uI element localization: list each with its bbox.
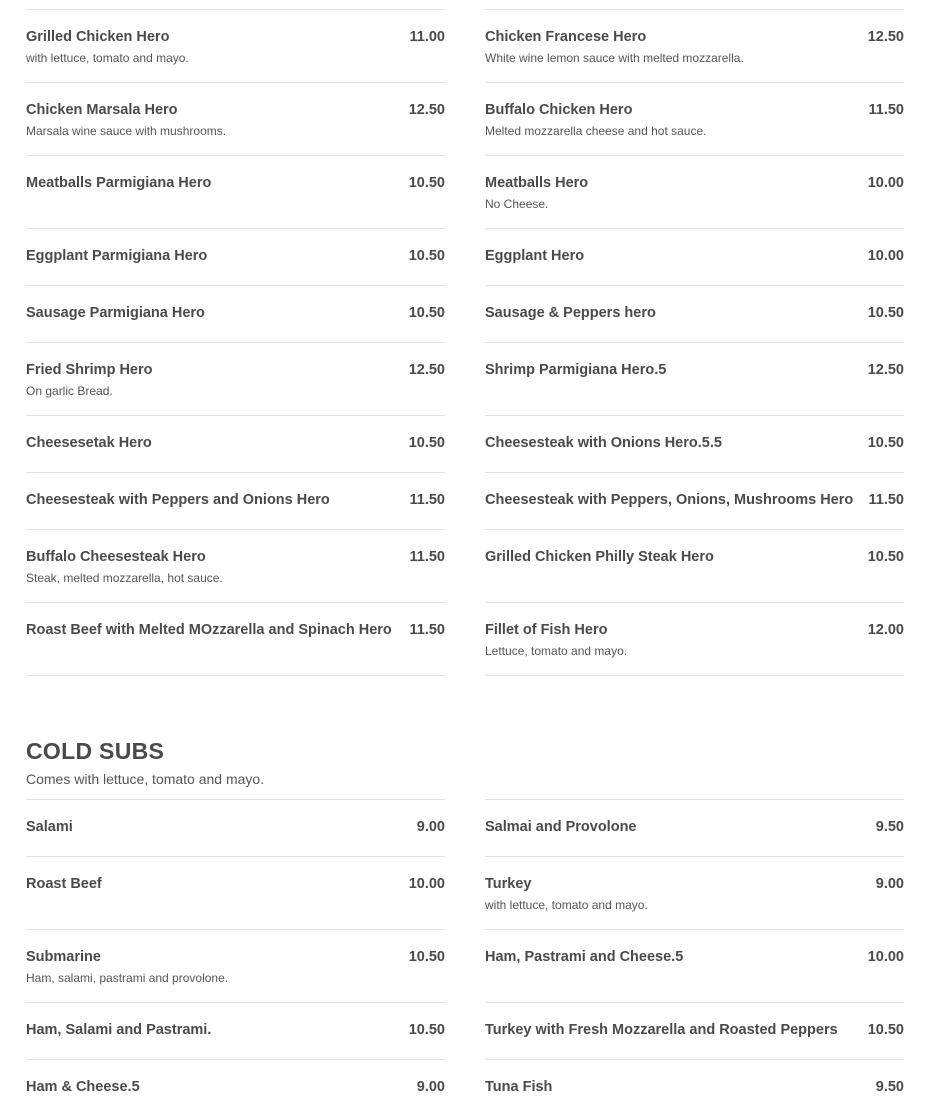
menu-item-header — [26, 949, 445, 966]
menu-item[interactable] — [26, 9, 445, 82]
menu-item[interactable] — [26, 155, 445, 228]
menu-item-price: 11.50 — [409, 549, 445, 565]
menu-item-header — [485, 305, 904, 322]
menu-item[interactable] — [26, 929, 445, 1002]
menu-item[interactable] — [485, 799, 904, 856]
menu-item-description: Marsala wine sauce with mushrooms. — [26, 124, 227, 138]
menu-item-name: Ham & Cheese.5 — [26, 1079, 140, 1095]
menu-item-price: 10.50 — [867, 549, 904, 565]
menu-item-name: Roast Beef with Melted MOzzarella and Spinach Hero — [26, 622, 392, 638]
menu-item-name: Salmai and Provolone — [485, 819, 637, 835]
menu-item-name: Ham, Pastrami and Cheese.5 — [485, 949, 684, 965]
menu-item[interactable] — [26, 415, 445, 472]
menu-item-price: 12.50 — [408, 102, 445, 118]
menu-item[interactable] — [485, 602, 904, 675]
divider — [485, 675, 904, 676]
menu-item-header — [485, 949, 904, 966]
menu-item-price: 10.50 — [408, 175, 445, 191]
menu-item-header — [485, 362, 904, 379]
menu-item-price: 10.50 — [867, 305, 904, 321]
menu-item-price: 10.50 — [867, 435, 904, 451]
menu-item-name: Cheesesteak with Peppers and Onions Hero — [26, 492, 330, 508]
menu-item-name: Grilled Chicken Hero — [26, 29, 170, 45]
divider — [26, 675, 445, 676]
menu-item-name: Fried Shrimp Hero — [26, 362, 153, 378]
menu-item-header — [26, 175, 445, 192]
menu-item[interactable] — [485, 472, 904, 529]
menu-item[interactable] — [26, 799, 445, 856]
menu-item[interactable] — [485, 228, 904, 285]
menu-item-price: 10.50 — [408, 1022, 445, 1038]
menu-item-price: 12.00 — [867, 622, 904, 638]
menu-item-price: 9.00 — [416, 1079, 445, 1095]
cold-subs-header — [26, 738, 904, 799]
menu-item[interactable] — [26, 602, 445, 675]
menu-item-header — [26, 248, 445, 265]
menu-item-header — [485, 248, 904, 265]
menu-item-description: with lettuce, tomato and mayo. — [26, 51, 189, 65]
menu-item[interactable] — [485, 856, 904, 929]
menu-item-header — [26, 435, 445, 452]
hot-heroes-grid — [26, 9, 904, 675]
menu-item-description: Melted mozzarella cheese and hot sauce. — [485, 124, 707, 138]
menu-item-price: 10.50 — [408, 949, 445, 965]
menu-item-description: No Cheese. — [485, 197, 549, 211]
menu-item[interactable] — [26, 82, 445, 155]
menu-item-header — [485, 876, 904, 893]
menu-item-name: Sausage & Peppers hero — [485, 305, 656, 321]
menu-item-header — [26, 362, 445, 379]
menu-item[interactable] — [26, 856, 445, 929]
menu-item-header — [485, 549, 904, 566]
menu-item-header — [485, 29, 904, 46]
menu-item-name: Shrimp Parmigiana Hero.5 — [485, 362, 667, 378]
menu-item[interactable] — [26, 529, 445, 602]
menu-item[interactable] — [485, 1059, 904, 1116]
menu-item-header — [485, 1022, 904, 1039]
menu-item[interactable] — [485, 342, 904, 415]
menu-item-name: Meatballs Hero — [485, 175, 589, 191]
menu-item-name: Salami — [26, 819, 73, 835]
menu-item-name: Eggplant Parmigiana Hero — [26, 248, 208, 264]
menu-item[interactable] — [26, 1002, 445, 1059]
menu-item-header — [26, 819, 445, 836]
menu-item[interactable] — [26, 342, 445, 415]
menu-item-header — [485, 102, 904, 119]
menu-item[interactable] — [485, 929, 904, 1002]
menu-item-name: Submarine — [26, 949, 101, 965]
menu-item-price: 10.00 — [408, 876, 445, 892]
menu-item-header — [26, 29, 445, 46]
menu-item-name: Chicken Francese Hero — [485, 29, 647, 45]
menu-item-price: 12.50 — [867, 29, 904, 45]
menu-item-description: White wine lemon sauce with melted mozzarella. — [485, 51, 744, 65]
section-subtitle: Comes with lettuce, tomato and mayo. — [26, 771, 265, 787]
menu-item-header — [485, 622, 904, 639]
menu-item-name: Ham, Salami and Pastrami. — [26, 1022, 212, 1038]
menu-item-header — [485, 492, 904, 509]
menu-item-header — [26, 492, 445, 509]
menu-item-description: Steak, melted mozzarella, hot sauce. — [26, 571, 223, 585]
menu-item-header — [485, 819, 904, 836]
menu-item-header — [26, 622, 445, 639]
menu-item-name: Grilled Chicken Philly Steak Hero — [485, 549, 714, 565]
menu-page — [26, 9, 904, 1116]
section-title: COLD SUBS — [26, 738, 165, 764]
menu-item-price: 10.00 — [867, 949, 904, 965]
menu-item[interactable] — [485, 82, 904, 155]
menu-item[interactable] — [485, 415, 904, 472]
menu-item-price: 12.50 — [408, 362, 445, 378]
menu-item-price: 11.00 — [409, 29, 445, 45]
menu-item-name: Turkey with Fresh Mozzarella and Roasted Peppers — [485, 1022, 838, 1038]
menu-item-price: 11.50 — [868, 492, 904, 508]
menu-item-price: 9.50 — [875, 1079, 904, 1095]
menu-item-description: Lettuce, tomato and mayo. — [485, 644, 628, 658]
menu-item-header — [26, 1022, 445, 1039]
menu-item-name: Cheesesteak with Peppers, Onions, Mushrooms Hero — [485, 492, 854, 508]
menu-item-price: 9.00 — [416, 819, 445, 835]
menu-item[interactable] — [485, 155, 904, 228]
menu-item-name: Cheesesetak Hero — [26, 435, 152, 451]
menu-item-price: 10.00 — [867, 175, 904, 191]
menu-item-name: Tuna Fish — [485, 1079, 553, 1095]
menu-item-name: Fillet of Fish Hero — [485, 622, 608, 638]
menu-item-header — [485, 1079, 904, 1096]
menu-item-header — [485, 435, 904, 452]
menu-item[interactable] — [485, 529, 904, 602]
menu-item-name: Eggplant Hero — [485, 248, 585, 264]
menu-item-price: 10.00 — [867, 248, 904, 264]
menu-item[interactable] — [26, 472, 445, 529]
menu-item-price: 11.50 — [409, 622, 445, 638]
menu-item-price: 11.50 — [868, 102, 904, 118]
menu-item-header — [26, 102, 445, 119]
menu-item[interactable] — [26, 228, 445, 285]
menu-item-price: 9.50 — [875, 819, 904, 835]
menu-item-price: 9.00 — [875, 876, 904, 892]
menu-item-price: 10.50 — [408, 305, 445, 321]
menu-item-name: Buffalo Chicken Hero — [485, 102, 633, 118]
menu-item-name: Meatballs Parmigiana Hero — [26, 175, 212, 191]
menu-item-description: with lettuce, tomato and mayo. — [485, 898, 648, 912]
menu-item-price: 11.50 — [409, 492, 445, 508]
menu-item[interactable] — [26, 285, 445, 342]
menu-item-name: Sausage Parmigiana Hero — [26, 305, 205, 321]
menu-item-header — [26, 549, 445, 566]
cold-subs-grid — [26, 799, 904, 1116]
menu-item[interactable] — [26, 1059, 445, 1116]
menu-item-header — [26, 876, 445, 893]
menu-item-name: Turkey — [485, 876, 532, 892]
menu-item[interactable] — [485, 9, 904, 82]
menu-item[interactable] — [485, 285, 904, 342]
menu-item-header — [26, 305, 445, 322]
menu-item-price: 12.50 — [867, 362, 904, 378]
menu-item-description: On garlic Bread. — [26, 384, 113, 398]
menu-item-header — [485, 175, 904, 192]
menu-item-name: Roast Beef — [26, 876, 102, 892]
menu-item-name: Buffalo Cheesesteak Hero — [26, 549, 206, 565]
menu-item[interactable] — [485, 1002, 904, 1059]
menu-item-price: 10.50 — [408, 435, 445, 451]
menu-item-price: 10.50 — [867, 1022, 904, 1038]
menu-item-name: Chicken Marsala Hero — [26, 102, 178, 118]
hot-heroes-bottom-rules — [26, 675, 904, 676]
menu-item-header — [26, 1079, 445, 1096]
menu-item-description: Ham, salami, pastrami and provolone. — [26, 971, 229, 985]
menu-item-price: 10.50 — [408, 248, 445, 264]
menu-item-name: Cheesesteak with Onions Hero.5.5 — [485, 435, 722, 451]
